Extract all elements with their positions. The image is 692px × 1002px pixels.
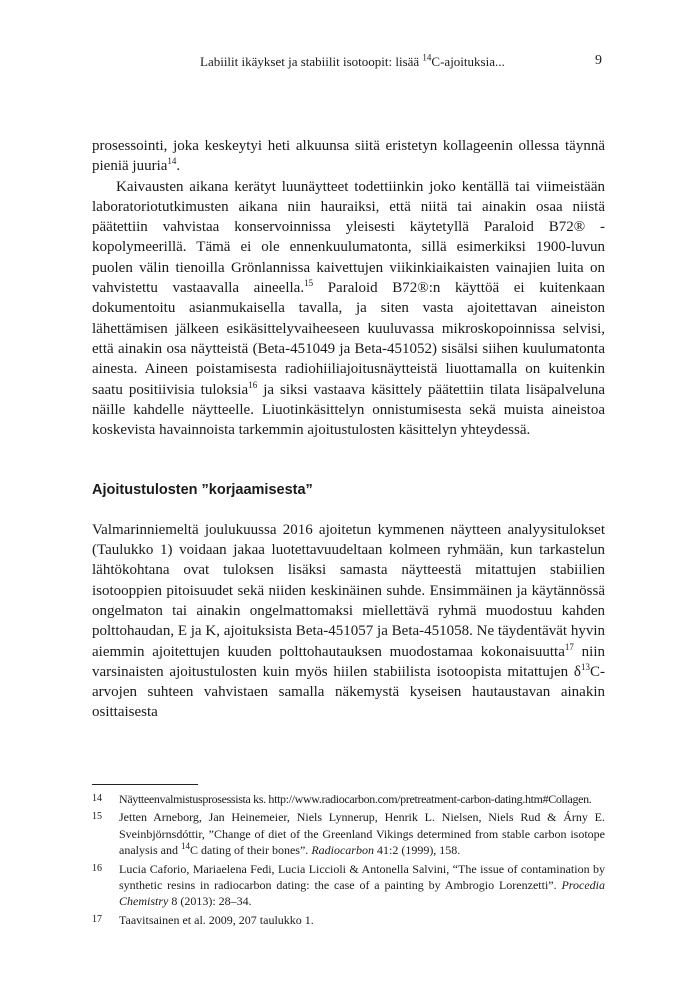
- footnote-ref-17[interactable]: 17: [564, 641, 574, 652]
- footnote-15: [92, 809, 605, 858]
- footnote-ref-14[interactable]: 14: [167, 156, 177, 167]
- footnote-ref-16[interactable]: 16: [248, 379, 258, 390]
- paragraph-1: [92, 136, 605, 177]
- footnote-number: 15: [92, 811, 102, 823]
- footnote-16: [92, 861, 605, 910]
- running-title-text-end: C-ajoituksia...: [431, 54, 505, 69]
- paragraph-3-text-end: C-arvojen suhteen vahvistaen samalla näkemystä kyseisen hautaustavan ainakin osittaisesta: [92, 663, 605, 721]
- footnote-text: [119, 861, 605, 910]
- footnote-17: [92, 912, 605, 928]
- footnote-number: 17: [92, 913, 102, 925]
- journal-title: Radiocarbon: [311, 843, 374, 858]
- footnote-text-part: Lucia Caforio, Mariaelena Fedi, Lucia Liccioli & Antonella Salvini, “The issue of contamination by synthetic resins in radiocarbon dating: the case of a painting by Ambrogio Lorenzetti”.: [119, 861, 605, 893]
- footnote-text: [119, 809, 605, 858]
- footnote-number: 16: [92, 862, 102, 874]
- running-title: [200, 54, 505, 70]
- paragraph-3-text-cont: niin varsinaisten ajoitustulosten kuin myös hiilen stabiilista isotoopista mitattujen δ: [92, 643, 605, 680]
- footnote-separator: [92, 784, 198, 785]
- isotope-superscript: 14: [181, 841, 190, 852]
- isotope-superscript: 13: [581, 661, 590, 672]
- footnote-14: [92, 791, 605, 807]
- footnote-text-part: Jetten Arneborg, Jan Heinemeier, Niels Lynnerup, Henrik L. Nielsen, Niels Rud & Árny E. Sveinbjörnsdóttir, ”Change of diet of the Greenland Vikings determined from stable carbon isotope analysis and: [119, 810, 605, 858]
- paragraph-2-text-end: ja siksi vastaava käsittely päätettiin tilata lisäpalveluna näille kahdelle näytteelle. Liuotinkäsittelyn onnistumisesta sekä muista aineistoa koskevista havainnoista tarkemmin ajoitustulosten käsittelyn yhteydessä.: [92, 381, 606, 439]
- paragraph-3: [92, 520, 605, 723]
- footnote-ref-15[interactable]: 15: [304, 278, 314, 289]
- footnote-text: Taavitsainen et al. 2009, 207 taulukko 1.: [119, 912, 314, 927]
- footnote-number: 14: [92, 793, 102, 804]
- journal-title: Procedia Chemistry: [119, 878, 605, 909]
- page-number: 9: [595, 53, 602, 68]
- paragraph-2: [92, 177, 605, 441]
- section-heading: Ajoitustulosten ”korjaamisesta”: [92, 482, 313, 499]
- footnote-text-part: 41:2 (1999), 158.: [373, 843, 461, 858]
- paragraph-3-text: Valmarinniemeltä joulukuussa 2016 ajoitetun kymmenen näytteen analyysitulokset (Taulukko 1) voidaan jakaa luotettavuudeltaan kolmeen ryhmään, kun tarkastelun lähtökohtana ovat tuloksen lisäksi samasta näytteestä mitattujen stabiilien isotooppien pitoisuudet sekä niiden keskinäinen suhde. Ensimmäinen ja käytännössä ongelmaton tai ainakin ongelmattomaksi miellettävä ryhmä muodostuu kahden polttohaudan, E ja K, ajoituksista Beta-451057 ja Beta-451058. Ne täydentävät hyvin aiemmin ajoitettujen kuuden polttohautauksen muodostamaa kokonaisuutta: [92, 521, 605, 660]
- footnote-text: Näytteenvalmistusprosessista ks. http://www.radiocarbon.com/pretreatment-carbon-dating.htm#Collagen.: [119, 792, 592, 806]
- paragraph-2-text-cont: Paraloid B72®:n käyttöä ei kuitenkaan dokumentoitu asianmukaisella tavalla, ja siten vasta ajoitettavan aineiston lähettämisen jälkeen esikäsittelyvaiheeseen kuuluvassa mikroskopoinnissa selvisi, että ainakin osa näytteistä (Beta-451049 ja Beta-451052) sisälsi siihen kuulumatonta ainesta. Aineen poistamisesta radiohiiliajoitusnäytteistä liuottamalla on kuitenkin saatu positiivisia tuloksia: [92, 280, 605, 398]
- running-header: [92, 54, 606, 74]
- running-title-superscript: 14: [422, 52, 432, 63]
- paragraph-1-end: .: [176, 158, 181, 175]
- footnote-text-part: C dating of their bones”.: [190, 843, 312, 858]
- running-title-text: Labiilit ikäykset ja stabiilit isotoopit: lisää: [200, 54, 423, 69]
- paragraph-2-text: Kaivausten aikana kerätyt luunäytteet todettiinkin joko kentällä tai viimeistään laboratoriotutkimusten aikana niin hauraiksi, että niitä tai ainakin osaa niistä päätettiin vahvistaa konservoinnissa yleisesti käytetyllä Paraloid B72® -kopolymeerillä. Tämä ei ole ennenkuulumatonta, sillä esimerkiksi 1900-luvun puolen välin tienoilla Grönlannissa kaivettujen viikinkiaikaisten vainajien luita on vahvistettu vastaavalla aineella.: [92, 178, 605, 297]
- footnotes: [92, 791, 605, 930]
- body-text: [92, 136, 605, 723]
- footnote-text-part: 8 (2013): 28–34.: [168, 894, 252, 909]
- paragraph-1-text: prosessointi, joka keskeytyi heti alkuunsa siitä eristetyn kollageenin ollessa täynnä pieniä juuria: [92, 138, 605, 175]
